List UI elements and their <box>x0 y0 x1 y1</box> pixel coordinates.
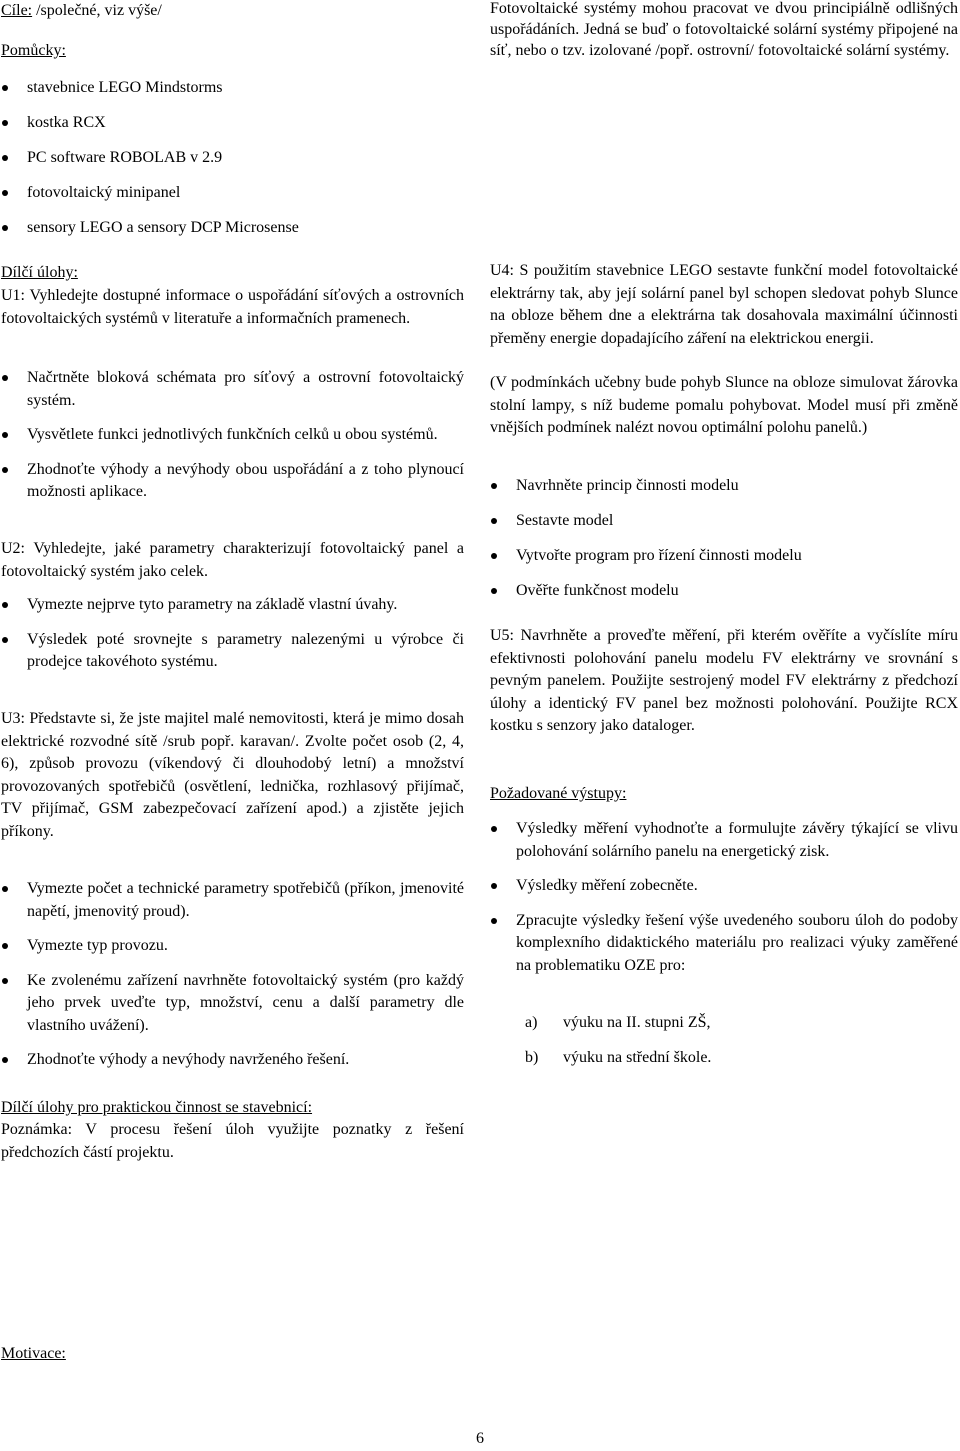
list-item: Zhodnoťte výhody a nevýhody obou uspořádání a z toho plynoucí možnosti aplikace. <box>1 459 464 504</box>
u3-text: U3: Představte si, že jste majitel malé nemovitosti, která je mimo dosah elektrické rozvodné sítě /srub popř. karavan/. Zvolte počet osob (2, 4, 6), způsob provozu (víkendový či dlouhodobý letní) a množství provozovaných spotřebičů (osvětlení, lednička, rozhlasový přijímač, TV přijímač, GSM zabezpečovací zařízení apod.) a zjistěte jejich příkony. <box>1 710 464 840</box>
list-item: Vytvořte program pro řízení činnosti modelu <box>490 545 958 568</box>
list-item: Vysvětlete funkci jednotlivých funkčních celků u obou systémů. <box>1 424 464 447</box>
dilci-ulohy-label: Dílčí úlohy: <box>1 264 78 281</box>
pomucky-label: Pomůcky: <box>1 42 66 59</box>
poznamka-text: Poznámka: V procesu řešení úloh využijte poznatky z řešení předchozích částí projektu. <box>1 1121 464 1161</box>
list-item: Ke zvolenému zařízení navrhněte fotovoltaický systém (pro každý jeho prvek uveďte typ, množství, cenu a další parametry dle vlastního uvážení). <box>1 970 464 1038</box>
list-item: Vymezte nejprve tyto parametry na základě vlastní úvahy. <box>1 594 464 617</box>
list-item <box>525 1047 958 1070</box>
list-item: Ověřte funkčnost modelu <box>490 580 958 603</box>
cile-label: Cíle: <box>1 2 33 19</box>
item-text: výuku na II. stupni ZŠ, <box>563 1014 711 1031</box>
u4-list <box>490 475 958 603</box>
list-item: Vymezte počet a technické parametry spotřebičů (příkon, jmenovité napětí, jmenovitý proud). <box>1 878 464 923</box>
u3-list <box>1 878 464 1072</box>
list-item: sensory LEGO a sensory DCP Microsense <box>1 217 464 240</box>
list-item: fotovoltaický minipanel <box>1 182 464 205</box>
item-text: výuku na střední škole. <box>563 1048 712 1066</box>
vystupy-list <box>490 818 958 977</box>
list-item: Sestavte model <box>490 510 958 533</box>
vystupy-label: Požadované výstupy: <box>490 785 627 802</box>
list-item: Navrhněte princip činnosti modelu <box>490 475 958 498</box>
page-number: 6 <box>476 1430 484 1447</box>
prakticka-label: Dílčí úlohy pro praktickou činnost se stavebnicí: <box>1 1099 313 1116</box>
list-item: Výsledky měření zobecněte. <box>490 875 958 898</box>
list-item: stavebnice LEGO Mindstorms <box>1 77 464 100</box>
pomucky-list <box>1 77 464 240</box>
list-item: Načrtněte bloková schémata pro síťový a ostrovní fotovoltaický systém. <box>1 367 464 412</box>
list-item: Výsledky měření vyhodnoťte a formulujte závěry týkající se vlivu polohování solárního panelu na energetický zisk. <box>490 818 958 863</box>
cile-line <box>1 0 464 23</box>
u2-list <box>1 594 464 674</box>
u1-list <box>1 367 464 504</box>
list-item: Výsledek poté srovnejte s parametry nalezenými u výrobce či prodejce takovéhoto systému. <box>1 629 464 674</box>
item-label: b) <box>525 1048 539 1066</box>
list-item: Zhodnoťte výhody a nevýhody navrženého řešení. <box>1 1049 464 1072</box>
u4-note: (V podmínkách učebny bude pohyb Slunce na obloze simulovat žárovka stolní lampy, s níž budeme pomalu pohybovat. Model musí při změně vnějších podmínek nalézt novou optimální polohu panelů.) <box>490 374 958 436</box>
list-item: PC software ROBOLAB v 2.9 <box>1 147 464 170</box>
motivace-label: Motivace: <box>1 1345 66 1362</box>
u5-text: U5: Navrhněte a proveďte měření, při kterém ověříte a vyčíslíte míru efektivnosti polohování panelu modelu FV elektrárny ve srovnání s pevným panelem. Použijte sestrojený model FV elektrárny z předchozí úlohy a identický FV panel bez možnosti polohování. Použijte RCX kostku s senzory jako dataloger. <box>490 627 958 734</box>
cile-text: /společné, viz výše/ <box>32 2 162 19</box>
list-item: Zpracujte výsledky řešení výše uvedeného souboru úloh do podoby komplexního didaktického materiálu pro realizaci výuky zaměřené na problematiku OZE pro: <box>490 910 958 978</box>
sub-list <box>525 1012 958 1069</box>
intro-text: Fotovoltaické systémy mohou pracovat ve dvou principiálně odlišných uspořádáních. Jedná se buď o fotovoltaické solární systémy připojené na síť, nebo o tzv. izolované /popř. ostrovní/ fotovoltaické solární systémy. <box>490 0 958 59</box>
list-item: Vymezte typ provozu. <box>1 935 464 958</box>
list-item <box>525 1012 958 1035</box>
list-item: kostka RCX <box>1 112 464 135</box>
u2-text: U2: Vyhledejte, jaké parametry charakterizují fotovoltaický panel a fotovoltaický systém jako celek. <box>1 540 464 580</box>
item-label: a) <box>525 1014 538 1031</box>
u4-text: U4: S použitím stavebnice LEGO sestavte funkční model fotovoltaické elektrárny tak, aby její solární panel byl schopen sledovat pohyb Slunce na obloze během dne a elektrárna tak dosahovala maximální účinnosti přeměny energie dopadajícího záření na elektrickou energii. <box>490 262 958 347</box>
u1-text: U1: Vyhledejte dostupné informace o uspořádání síťových a ostrovních fotovoltaických systémů v literatuře a informačních pramenech. <box>1 287 464 327</box>
